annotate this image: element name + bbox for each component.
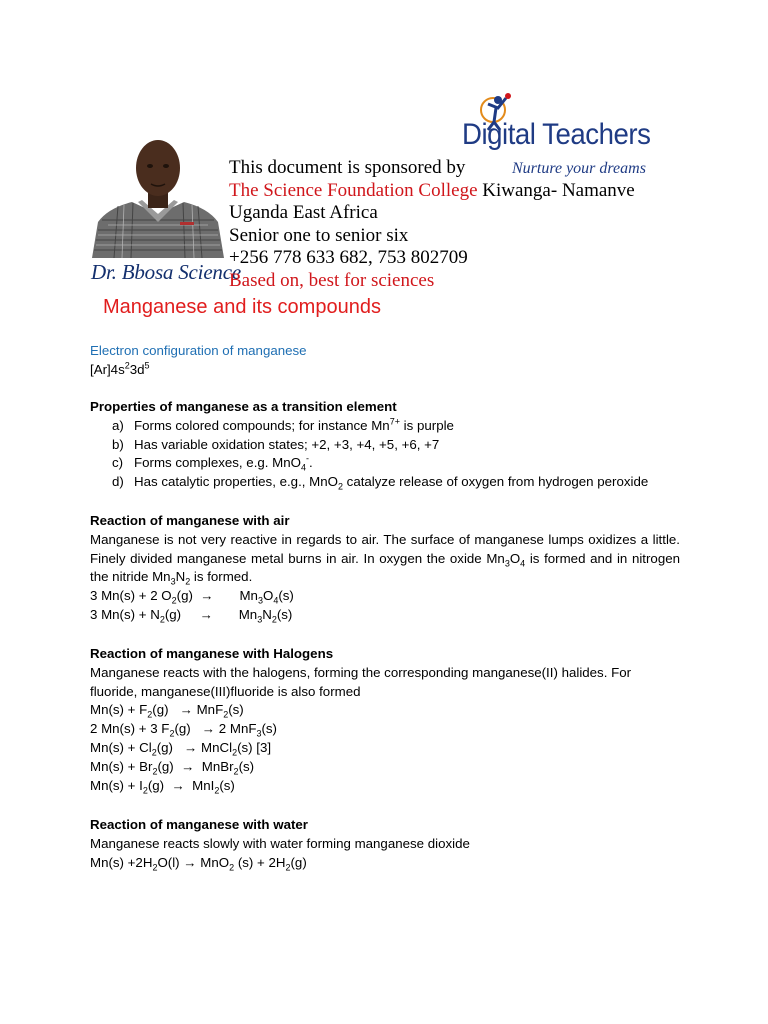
sponsor-slogan: Based on, best for sciences xyxy=(229,269,435,291)
equation: $Mn(s) +2H_2O(l) \to MnO_2$ $(s) + 2H_2(g)$ xyxy=(90,854,307,873)
properties-list xyxy=(90,417,680,492)
section-heading: Reaction of manganese with Halogens xyxy=(90,646,334,661)
equation: $Mn(s) + F_2(g) \to MnF_2(s)$ xyxy=(90,702,244,721)
section-heading: Reaction of manganese with water xyxy=(90,817,308,832)
document-title: Manganese and its compounds xyxy=(103,296,381,318)
sponsor-line-1: This document is sponsored by xyxy=(229,157,466,178)
equation: 3 $Mn(s) + N_2(g)$ → $Mn_3N_2(s)$ xyxy=(90,606,293,625)
list-item: b) Has variable oxidation states; +2, +3, +4, +5, +6, +7 xyxy=(112,436,440,452)
sponsor-line-3: Uganda East Africa xyxy=(229,202,378,223)
paragraph: Manganese is not very reactive in regards to air. The surface of manganese lumps oxidizes a little. Finely divided manganese metal burns in air. In oxygen the oxide $Mn_3O_4$ is formed and in nitrogen the nitride $Mn_3N_2$ is formed. xyxy=(90,531,681,588)
section-air xyxy=(90,512,680,625)
author-photo xyxy=(88,130,228,258)
equation: $Mn(s) + Cl_2(g)$ → MnCl$_2$(s) [3] xyxy=(90,739,272,758)
section-heading: Electron configuration of manganese xyxy=(90,343,307,358)
sponsor-line-2 xyxy=(229,180,635,203)
section-heading: Reaction of manganese with air xyxy=(90,513,290,528)
section-electron-config xyxy=(90,342,680,380)
list-item: d) Has catalytic properties, e.g., MnO$_2$ catalyze release of oxygen from hydrogen peroxide xyxy=(112,474,649,492)
electron-config-value: $[Ar]4s^23d^5$ xyxy=(90,360,150,377)
paragraph: Manganese reacts slowly with water forming manganese dioxide xyxy=(90,835,470,851)
equation: 3 Mn(s) + 2 $O_2(g)$ → $Mn_3O_4(s)$ xyxy=(90,588,294,606)
equation: $Mn(s) + I_2(g) \to MnI_2(s)$ xyxy=(90,777,235,796)
section-heading: Properties of manganese as a transition element xyxy=(90,399,397,414)
sponsor-banner xyxy=(88,90,660,290)
section-water xyxy=(90,816,680,872)
sponsor-text xyxy=(229,157,635,292)
list-item: a) Forms colored compounds; for instance $Mn^{7+}$ is purple xyxy=(112,416,454,433)
sponsor-college-name: The Science Foundation College xyxy=(229,179,478,201)
section-properties xyxy=(90,398,680,492)
logo-text: Digital Teachers xyxy=(462,118,651,151)
sponsor-line-4: Senior one to senior six xyxy=(229,224,409,246)
paragraph: Manganese reacts with the halogens, forming the corresponding manganese(II) halides. For fluoride, manganese(III)fluoride is also formed xyxy=(90,664,632,699)
equation: 2 Mn(s) + 3 $F_2(g) \to 2$ MnF$_3$(s) xyxy=(90,721,277,739)
list-item: c) Forms complexes, e.g. MnO$_4$-. xyxy=(112,453,313,474)
sponsor-location: Kiwanga- Namanve xyxy=(477,179,635,201)
sponsor-phone: +256 778 633 682, 753 802709 xyxy=(229,247,468,268)
photo-caption: Dr. Bbosa Science xyxy=(91,260,241,284)
section-halogens xyxy=(90,645,680,795)
equation: $Mn(s) + Br_2(g)$ → MnBr$_2$(s) xyxy=(90,758,255,777)
logo-tagline: Nurture your dreams xyxy=(512,160,646,177)
